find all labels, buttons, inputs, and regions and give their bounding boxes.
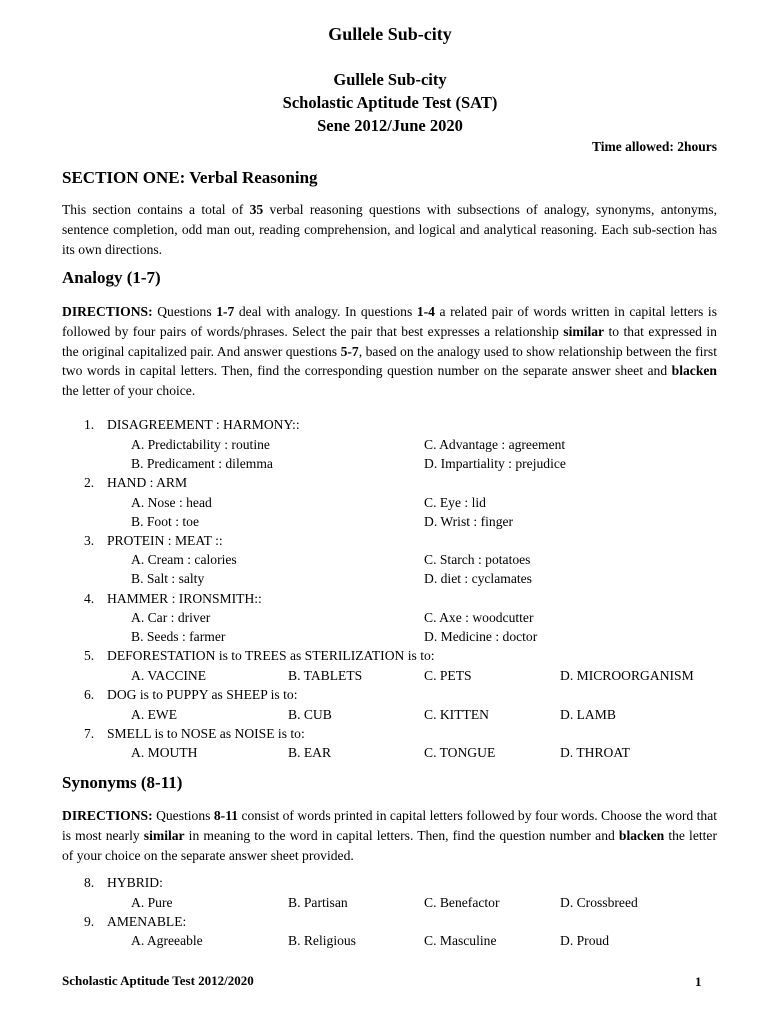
option-d: D. Proud [560, 933, 610, 948]
question-stem: DISAGREEMENT : HARMONY:: [107, 417, 300, 432]
synonyms-directions: DIRECTIONS: Questions 8-11 consist of words printed in capital letters followed by four words. Choose the word that is most nearly similar in meaning to the word in capital letters. Then, find the question number and blacken the letter of your choice on the separate answer sheet provided. [62, 808, 718, 863]
page-title: Gullele Sub-city [328, 24, 452, 44]
footer-title: Scholastic Aptitude Test 2012/2020 [62, 973, 254, 988]
option-a: A. Pure [131, 895, 173, 910]
option-d: D. Medicine : doctor [424, 629, 538, 644]
option-b: B. Religious [288, 933, 356, 948]
question-stem: SMELL is to NOSE as NOISE is to: [107, 726, 305, 741]
section-heading: SECTION ONE: Verbal Reasoning [62, 168, 318, 187]
question-stem: AMENABLE: [107, 914, 187, 929]
question-stem: HYBRID: [107, 875, 163, 890]
question-number: 5. [84, 648, 95, 663]
option-c: C. Starch : potatoes [424, 552, 531, 567]
option-b: B. TABLETS [288, 668, 363, 683]
option-d: D. Wrist : finger [424, 514, 514, 529]
synonyms-heading: Synonyms (8-11) [62, 773, 183, 792]
option-d: D. THROAT [560, 745, 630, 760]
option-a: A. Car : driver [131, 610, 211, 625]
option-a: A. VACCINE [131, 668, 207, 683]
question-stem: HAND : ARM [107, 475, 188, 490]
question-number: 3. [84, 533, 95, 548]
option-b: B. Seeds : farmer [131, 629, 226, 644]
option-d: D. diet : cyclamates [424, 571, 532, 586]
option-a: A. Nose : head [131, 495, 212, 510]
question-number: 7. [84, 726, 95, 741]
option-c: C. KITTEN [424, 707, 489, 722]
option-b: B. Salt : salty [131, 571, 205, 586]
section-intro: This section contains a total of 35 verbal reasoning questions with subsections of analogy, synonyms, antonyms, sentence completion, odd man out, reading comprehension, and logical and analytical reasoning. Each sub-section has its own directions. [62, 202, 717, 257]
page-number: 1 [695, 974, 702, 989]
option-b: B. Predicament : dilemma [131, 456, 273, 471]
option-b: B. CUB [288, 707, 332, 722]
option-c: C. TONGUE [424, 745, 496, 760]
option-b: B. Partisan [288, 895, 348, 910]
option-d: D. MICROORGANISM [560, 668, 694, 683]
subtitle-org: Gullele Sub-city [333, 70, 447, 89]
option-d: D. Crossbreed [560, 895, 638, 910]
question-number: 2. [84, 475, 95, 490]
question-stem: PROTEIN : MEAT :: [107, 533, 223, 548]
subtitle-test: Scholastic Aptitude Test (SAT) [282, 93, 498, 112]
option-a: A. EWE [131, 707, 178, 722]
option-c: C. Masculine [424, 933, 497, 948]
option-c: C. Eye : lid [424, 495, 486, 510]
option-c: C. PETS [424, 668, 472, 683]
question-number: 4. [84, 591, 95, 606]
option-c: C. Axe : woodcutter [424, 610, 534, 625]
question-number: 8. [84, 875, 95, 890]
option-d: D. Impartiality : prejudice [424, 456, 566, 471]
analogy-directions: DIRECTIONS: Questions 1-7 deal with analogy. In questions 1-4 a related pair of words written in capital letters is followed by four pairs of words/phrases. Select the pair that best expresses a relationship similar to that expressed in the original capitalized pair. And answer questions 5-7, based on the analogy used to show relationship between the first two words in capital letters. Then, find the corresponding question number on the separate answer sheet and blacken the letter of your choice. [62, 304, 717, 399]
option-c: C. Advantage : agreement [424, 437, 566, 452]
option-a: A. Predictability : routine [131, 437, 270, 452]
question-stem: DOG is to PUPPY as SHEEP is to: [107, 687, 298, 702]
question-number: 1. [84, 417, 95, 432]
option-a: A. Agreeable [131, 933, 203, 948]
question-stem: DEFORESTATION is to TREES as STERILIZATION is to: [107, 648, 435, 663]
option-b: B. EAR [288, 745, 332, 760]
subtitle-date: Sene 2012/June 2020 [317, 116, 463, 135]
option-c: C. Benefactor [424, 895, 500, 910]
option-b: B. Foot : toe [131, 514, 199, 529]
question-stem: HAMMER : IRONSMITH:: [107, 591, 262, 606]
option-a: A. Cream : calories [131, 552, 237, 567]
time-allowed: Time allowed: 2hours [591, 139, 717, 154]
question-number: 6. [84, 687, 95, 702]
analogy-heading: Analogy (1-7) [62, 268, 161, 287]
question-number: 9. [84, 914, 95, 929]
option-d: D. LAMB [560, 707, 616, 722]
option-a: A. MOUTH [131, 745, 198, 760]
